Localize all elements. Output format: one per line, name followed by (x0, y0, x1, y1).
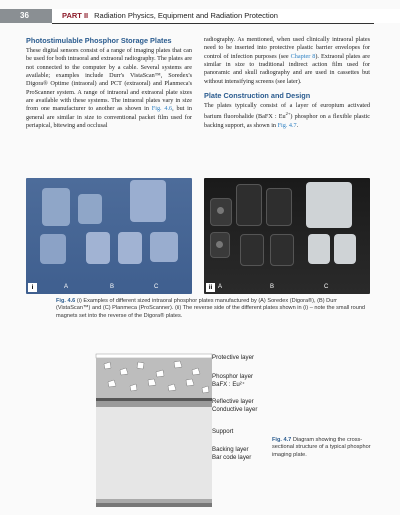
running-header (62, 9, 278, 23)
right-column (204, 36, 370, 130)
fig-4-6-photo-ii (204, 178, 370, 294)
fig-4-6-caption-label: Fig. 4.6 (56, 298, 76, 304)
backing-layer (96, 499, 212, 503)
panel-ii-label-a: A (218, 284, 223, 290)
reflective-layer (96, 398, 212, 401)
left-paragraph (26, 47, 192, 130)
section-title-psp: Photostimulable Phosphor Storage Plates (26, 36, 172, 45)
reverse-plate-b-3 (240, 234, 264, 266)
panel-ii-tag: ii (206, 283, 215, 292)
right-body-3: The plates typically consist of a layer of europium activated barium fluorohalide (BaFX : Eu (204, 102, 370, 121)
fig-4-7-diagram (94, 350, 214, 510)
plate-b-2 (118, 232, 142, 264)
conductive-layer (96, 401, 212, 407)
label-phosphor-formula: BaFX : Eu²⁺ (212, 381, 246, 388)
label-reflective-layer: Reflective layer (212, 398, 254, 405)
magnet-icon (216, 241, 223, 248)
plate-c-large (130, 180, 166, 222)
label-backing-layer: Backing layer (212, 446, 249, 453)
phosphor-layer (96, 358, 212, 398)
page-number: 36 (0, 9, 52, 23)
panel-ii-label-b: B (270, 284, 275, 290)
plate-a-small (40, 234, 66, 264)
superscript: 2+ (285, 111, 291, 117)
panel-i-label-b: B (110, 284, 115, 290)
fig-4-7-caption-label: Fig. 4.7 (272, 437, 292, 443)
fig-4-6-link[interactable]: Fig. 4.6 (151, 105, 173, 113)
right-body-4: ) phosphor on a flexible plastic backing support, as shown in (204, 113, 371, 129)
plate-a-medium (78, 194, 102, 224)
fig-4-6-caption (56, 298, 370, 320)
fig-4-6-caption-text: (i) Examples of different sized intraoral phosphor plates manufactured by (A) Soredex (Digora®), (B) Durr (VistaScan™) and (C) Planmeca (ProScanner). (ii) The reverse side of the different plates shown in (i) – note the small round magnets set into the reverse of the Digora® plates. (56, 298, 366, 319)
right-body-5: . (296, 121, 299, 129)
fig-4-6-photo-i (26, 178, 192, 294)
fig-4-7-link[interactable]: Fig. 4.7 (277, 121, 297, 129)
label-support: Support (212, 428, 234, 435)
label-conductive-layer: Conductive layer (212, 406, 258, 413)
panel-i-tag: i (28, 283, 37, 292)
reverse-plate-b-4 (270, 234, 294, 266)
right-paragraph-1 (204, 36, 370, 86)
panel-i-label-a: A (64, 284, 69, 290)
right-paragraph-2 (204, 102, 370, 130)
bar-code-layer (96, 503, 212, 507)
left-column (26, 36, 192, 130)
magnet-icon (217, 207, 224, 214)
part-label: PART II (62, 11, 89, 20)
fig-4-7-caption (272, 437, 372, 459)
chapter-8-link[interactable]: Chapter 8 (290, 52, 316, 60)
panel-i-label-c: C (154, 284, 159, 290)
label-bar-code-layer: Bar code layer (212, 454, 252, 461)
reverse-plate-c-large (306, 182, 352, 228)
support-layer (96, 407, 212, 499)
reverse-plate-a-1 (210, 198, 232, 226)
reverse-plate-c-2 (334, 234, 356, 264)
reverse-plate-a-2 (210, 232, 230, 258)
reverse-plate-b-2 (266, 188, 292, 226)
left-body-1: These digital sensors consist of a range of imaging plates that can be used for both intraoral and extraoral radiography. The plates are not connected to the computer by a cable. Several systems are available; examples include Durr's VistaScan™, Soredex's Digora® Optime (intraoral) and PCT (extraoral) and Planmeca's ProScanner system. A range of intraoral and extraoral plate sizes are available with these systems. The intraoral plates vary in size from one manufacturer to another as shown in (26, 47, 192, 113)
reverse-plate-b-1 (236, 184, 262, 226)
plate-a-large (42, 188, 70, 226)
part-title: Radiation Physics, Equipment and Radiation Protection (94, 11, 278, 20)
left-body-2: , but in general are similar in size to conventional packet film used for periapical, bitewing and occlusal (26, 105, 192, 130)
label-protective-layer: Protective layer (212, 354, 254, 361)
plate-b-1 (86, 232, 110, 264)
label-phosphor-layer: Phosphor layer (212, 373, 253, 380)
plate-c-small (150, 232, 178, 262)
right-body-2: ). Extraoral plates are similar in size to traditional indirect action film used for panoramic and skull radiography and are used in cassettes but without intensifying screens (see later). (204, 52, 370, 85)
header-rule (52, 23, 374, 24)
section-title-plate: Plate Construction and Design (204, 91, 311, 101)
fig-4-7-caption-text: Diagram showing the cross-sectional structure of a typical phosphor imaging plate. (272, 437, 371, 458)
protective-layer (96, 354, 212, 358)
panel-ii-label-c: C (324, 284, 329, 290)
right-body-1: radiography. As mentioned, when used clinically intraoral plates need to be inserted into protective plastic barrier envelopes for control of infection purposes (see (204, 36, 370, 60)
reverse-plate-c-1 (308, 234, 330, 264)
